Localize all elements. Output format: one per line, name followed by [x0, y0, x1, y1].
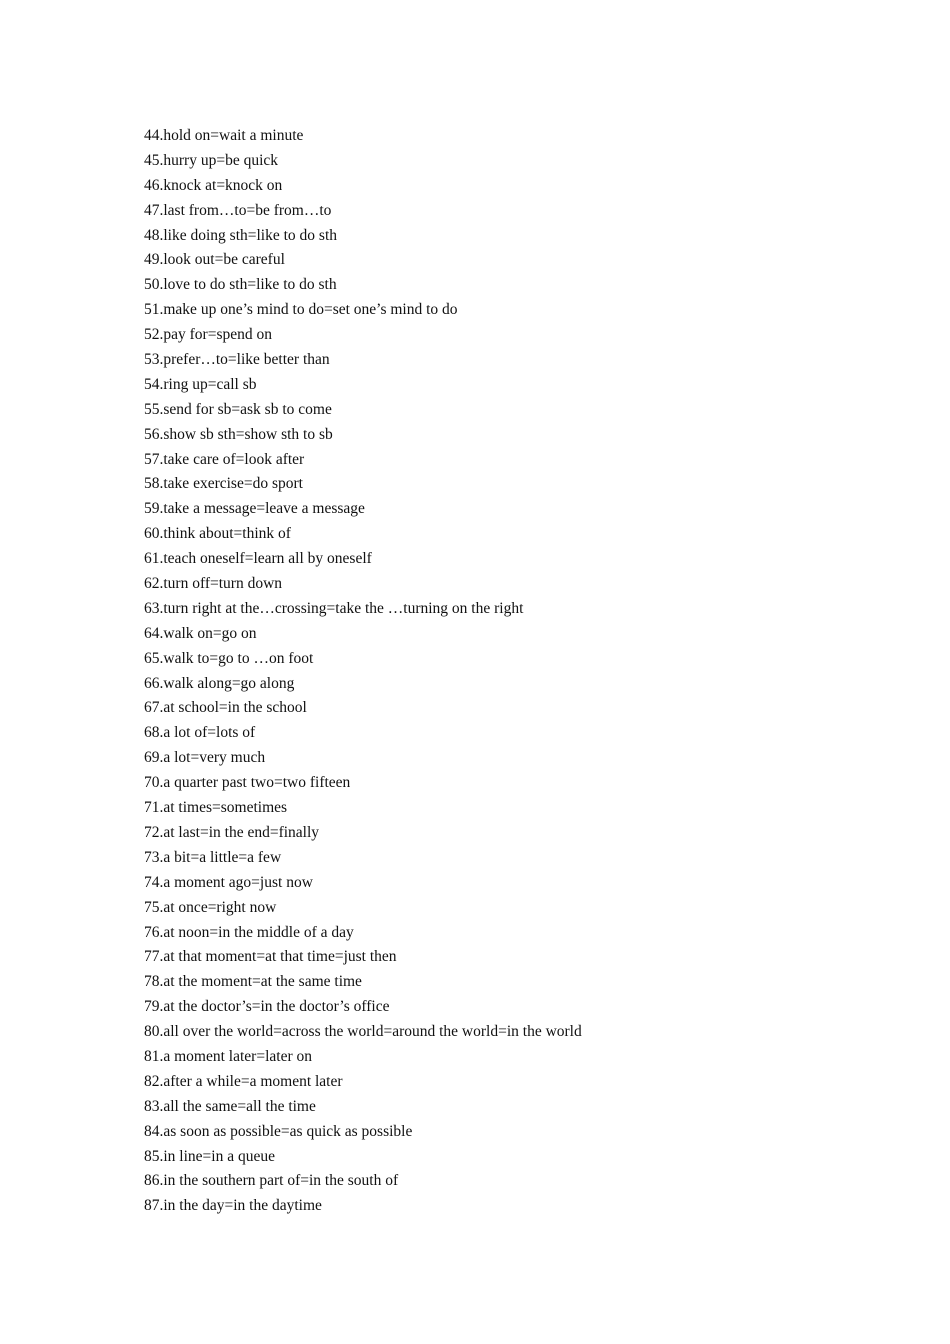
list-item: 44.hold on=wait a minute — [144, 127, 304, 144]
list-item: 83.all the same=all the time — [144, 1097, 316, 1115]
list-item: 57.take care of=look after — [144, 450, 305, 468]
list-item: 75.at once=right now — [144, 898, 277, 916]
list-item: 73.a bit=a little=a few — [144, 848, 282, 866]
list-item: 63.turn right at the…crossing=take the …turning on the right — [144, 599, 524, 617]
list-item: 68.a lot of=lots of — [144, 724, 256, 742]
list-item: 78.at the moment=at the same time — [144, 973, 362, 991]
list-item: 86.in the southern part of=in the south of — [144, 1172, 399, 1190]
list-item: 82.after a while=a moment later — [144, 1072, 343, 1090]
list-item: 56.show sb sth=show sth to sb — [144, 425, 333, 443]
list-item: 59.take a message=leave a message — [144, 500, 365, 518]
phrase-list — [144, 124, 582, 1219]
list-item: 54.ring up=call sb — [144, 375, 257, 393]
list-item: 84.as soon as possible=as quick as possible — [144, 1122, 413, 1140]
list-item: 48.like doing sth=like to do sth — [144, 226, 338, 244]
list-item: 51.make up one’s mind to do=set one’s mind to do — [144, 301, 458, 319]
list-item: 79.at the doctor’s=in the doctor’s office — [144, 998, 390, 1016]
list-item: 46.knock at=knock on — [144, 176, 283, 194]
list-item: 71.at times=sometimes — [144, 799, 288, 817]
list-item: 64.walk on=go on — [144, 624, 257, 642]
list-item: 72.at last=in the end=finally — [144, 823, 320, 841]
list-item: 50.love to do sth=like to do sth — [144, 276, 337, 294]
list-item: 67.at school=in the school — [144, 699, 307, 717]
list-item: 58.take exercise=do sport — [144, 475, 303, 493]
list-item: 77.at that moment=at that time=just then — [144, 948, 397, 966]
list-item: 45.hurry up=be quick — [144, 151, 279, 169]
list-item: 74.a moment ago=just now — [144, 873, 313, 891]
list-item: 55.send for sb=ask sb to come — [144, 400, 332, 418]
list-item: 81.a moment later=later on — [144, 1047, 312, 1065]
list-item: 47.last from…to=be from…to — [144, 201, 332, 219]
list-item: 60.think about=think of — [144, 525, 291, 543]
list-item: 69.a lot=very much — [144, 749, 266, 767]
list-item: 49.look out=be careful — [144, 251, 285, 269]
list-item: 80.all over the world=across the world=around the world=in the world — [144, 1023, 582, 1041]
list-item: 70.a quarter past two=two fifteen — [144, 774, 351, 792]
list-item: 87.in the day=in the daytime — [144, 1197, 322, 1215]
list-item: 66.walk along=go along — [144, 674, 295, 692]
list-item: 65.walk to=go to …on foot — [144, 649, 314, 667]
list-item: 52.pay for=spend on — [144, 326, 272, 344]
list-item: 53.prefer…to=like better than — [144, 351, 330, 369]
list-item: 61.teach oneself=learn all by oneself — [144, 550, 372, 568]
list-item: 62.turn off=turn down — [144, 575, 283, 593]
list-item: 85.in line=in a queue — [144, 1147, 275, 1165]
list-item: 76.at noon=in the middle of a day — [144, 923, 354, 941]
